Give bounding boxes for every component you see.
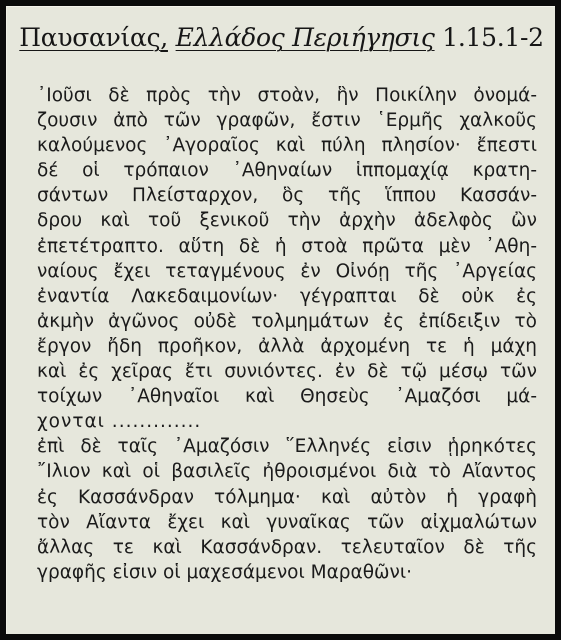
text-line: ᾽Ιοῦσι δὲ πρὸς τὴν στοὰν, ἣν Ποικίλην ὀνομά-	[37, 85, 537, 106]
author-name: Παυσανίας	[19, 23, 161, 52]
passage-reference: 1.15.1-2	[442, 23, 544, 52]
text-line: ἀκμὴν ἀγῶνος οὐδὲ τολμημάτων ἐς ἐπίδειξιν τὸ	[37, 310, 537, 332]
text-line: δέ οἱ τρόπαιον ᾽Αθηναίων ἱππομαχίᾳ κρατη-	[37, 160, 537, 182]
text-line: σάντων Πλείσταρχον, ὃς τῆς ἵππου Κασσάν-	[37, 185, 537, 207]
text-line: ναίους ἔχει τεταγμένους ἐν Οἰνόῃ τῆς ᾽Αργείας	[37, 260, 537, 282]
text-line: τὸν Αἴαντα ἔχει καὶ γυναῖκας τῶν αἰχμαλώτων	[37, 511, 537, 533]
text-line: ἐναντία Λακεδαιμονίων· γέγραπται δὲ οὐκ ἐς	[37, 285, 537, 307]
text-line: καλούμενος ᾽Αγοραῖος καὶ πύλη πλησίον· ἔπεστι	[37, 135, 537, 157]
text-line: καὶ ἐς χεῖρας ἔτι συνιόντες. ἐν δὲ τῷ μέσῳ τῶν	[37, 361, 537, 383]
text-line: χονται .............	[37, 411, 202, 433]
passage-text	[37, 83, 537, 585]
title-separator: ,	[160, 23, 168, 52]
text-line: ἄλλας τε καὶ Κασσάνδραν. τελευταῖον δὲ τῆς	[37, 536, 537, 558]
text-line: ζουσιν ἀπὸ τῶν γραφῶν, ἔστιν ῾Ερμῆς χαλκοῦς	[37, 110, 537, 132]
text-line: γραφῆς εἰσιν οἱ μαχεσάμενοι Μαραθῶνι·	[37, 561, 412, 583]
text-line: δρου καὶ τοῦ ξενικοῦ τὴν ἀρχὴν ἀδελφὸς ὢν	[37, 210, 537, 232]
text-line: ἐπετέτραπτο. αὕτη δὲ ἡ στοὰ πρῶτα μὲν ᾽Αθη-	[37, 235, 537, 257]
text-panel	[6, 6, 555, 634]
work-title: Ελλάδος Περιήγησις	[175, 23, 435, 52]
text-line: ῎Ιλιον καὶ οἱ βασιλεῖς ἠθροισμένοι διὰ τὸ Αἴαντος	[37, 461, 537, 483]
text-line: ἔργον ἤδη προῆκον, ἀλλὰ ἀρχομένη τε ἡ μάχη	[37, 335, 537, 357]
title-heading	[7, 21, 556, 55]
text-line: τοίχων ᾽Αθηναῖοι καὶ Θησεὺς ᾽Αμαζόσι μά-	[37, 386, 537, 408]
text-line: ἐς Κασσάνδραν τόλμημα· καὶ αὐτὸν ἡ γραφὴ	[37, 486, 537, 508]
text-line: ἐπὶ δὲ ταῖς ᾽Αμαζόσιν ῞Ελληνές εἰσιν ᾑρηκότες	[37, 436, 537, 458]
